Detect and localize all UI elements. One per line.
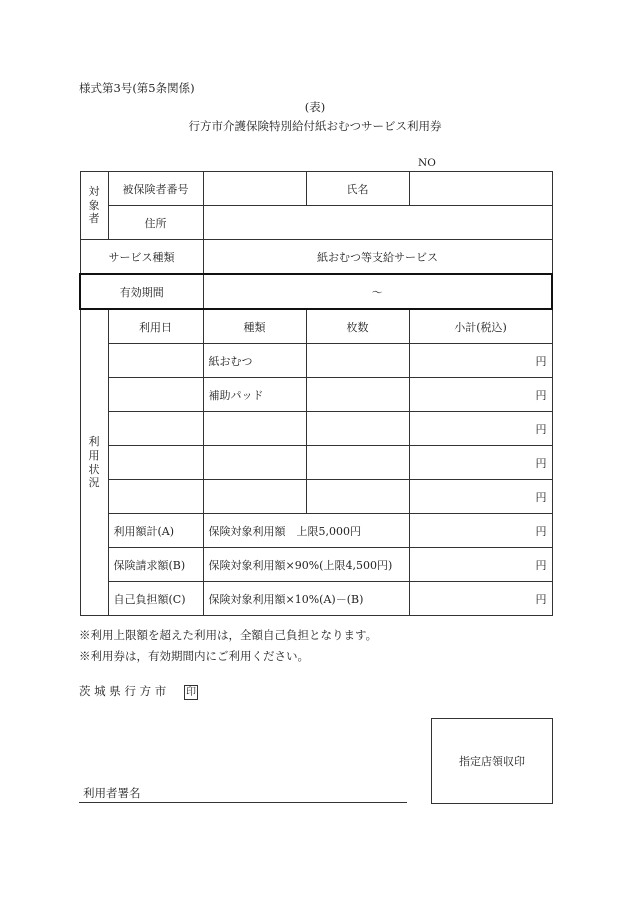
issuer-line [79, 685, 198, 700]
usage-subtotal-cell[interactable]: 円 [409, 412, 552, 446]
form-side: (表) [304, 100, 326, 114]
signature-line[interactable] [79, 802, 407, 803]
service-type-label: サービス種類 [80, 240, 203, 275]
store-receipt-stamp-box[interactable] [431, 718, 553, 804]
validity-label: 有効期間 [80, 274, 203, 309]
total-description: 保険対象利用額×90%(上限4,500円) [203, 548, 409, 582]
stamp-box-label: 指定店領収印 [459, 755, 525, 768]
table-row [80, 446, 552, 480]
name-label: 氏名 [306, 172, 409, 206]
usage-subtotal-cell[interactable]: 円 [409, 446, 552, 480]
usage-subtotal-cell[interactable]: 円 [409, 378, 552, 412]
total-description: 保険対象利用額 上限5,000円 [203, 514, 409, 548]
name-field[interactable] [409, 172, 552, 206]
usage-date-cell[interactable] [108, 344, 203, 378]
usage-subtotal-cell[interactable]: 円 [409, 344, 552, 378]
form-title: 行方市介護保険特別給付紙おむつサービス利用券 [188, 119, 442, 133]
usage-count-cell[interactable] [306, 480, 409, 514]
usage-status-header: 利 用 状 況 [80, 309, 108, 616]
note-line: ※利用券は，有効期間内にご利用ください。 [79, 649, 309, 663]
total-row-claim [80, 548, 552, 582]
usage-date-cell[interactable] [108, 378, 203, 412]
insured-number-field[interactable] [203, 172, 306, 206]
usage-kind-cell[interactable] [203, 480, 306, 514]
service-type-value: 紙おむつ等支給サービス [203, 240, 552, 275]
service-type-row [80, 240, 552, 275]
column-header-subtotal: 小計(税込) [409, 309, 552, 344]
total-amount-cell[interactable]: 円 [409, 514, 552, 548]
table-row [80, 480, 552, 514]
usage-count-cell[interactable] [306, 446, 409, 480]
usage-kind-cell[interactable] [203, 446, 306, 480]
voucher-table [79, 171, 553, 616]
usage-count-cell[interactable] [306, 344, 409, 378]
usage-date-cell[interactable] [108, 446, 203, 480]
target-person-header: 対 象 者 [80, 172, 108, 240]
usage-date-cell[interactable] [108, 480, 203, 514]
total-amount-cell[interactable]: 円 [409, 582, 552, 616]
column-header-kind: 種類 [203, 309, 306, 344]
usage-kind-cell: 補助パッド [203, 378, 306, 412]
issuer-name: 茨 城 県 行 方 市 [79, 684, 167, 698]
table-row [80, 412, 552, 446]
usage-kind-cell[interactable] [203, 412, 306, 446]
total-label: 保険請求額(B) [108, 548, 203, 582]
insured-number-row [80, 172, 552, 206]
total-amount-cell[interactable]: 円 [409, 548, 552, 582]
form-number: 様式第3号(第5条関係) [79, 81, 195, 95]
seal-mark: 印 [185, 687, 196, 698]
usage-date-cell[interactable] [108, 412, 203, 446]
usage-header-row [80, 309, 552, 344]
table-row [80, 344, 552, 378]
insured-number-label: 被保険者番号 [108, 172, 203, 206]
address-label: 住所 [108, 206, 203, 240]
total-row-usage [80, 514, 552, 548]
validity-row [80, 274, 552, 309]
validity-field[interactable]: ～ [203, 274, 552, 309]
total-row-copay [80, 582, 552, 616]
total-description: 保険対象利用額×10%(A)－(B) [203, 582, 409, 616]
total-label: 自己負担額(C) [108, 582, 203, 616]
address-field[interactable] [203, 206, 552, 240]
column-header-date: 利用日 [108, 309, 203, 344]
usage-count-cell[interactable] [306, 412, 409, 446]
usage-subtotal-cell[interactable]: 円 [409, 480, 552, 514]
address-row [80, 206, 552, 240]
usage-count-cell[interactable] [306, 378, 409, 412]
serial-no-label: NO [418, 157, 436, 169]
total-label: 利用額計(A) [108, 514, 203, 548]
signature-label: 利用者署名 [83, 786, 141, 800]
usage-kind-cell: 紙おむつ [203, 344, 306, 378]
table-row [80, 378, 552, 412]
note-line: ※利用上限額を超えた利用は，全額自己負担となります。 [79, 628, 378, 642]
column-header-count: 枚数 [306, 309, 409, 344]
